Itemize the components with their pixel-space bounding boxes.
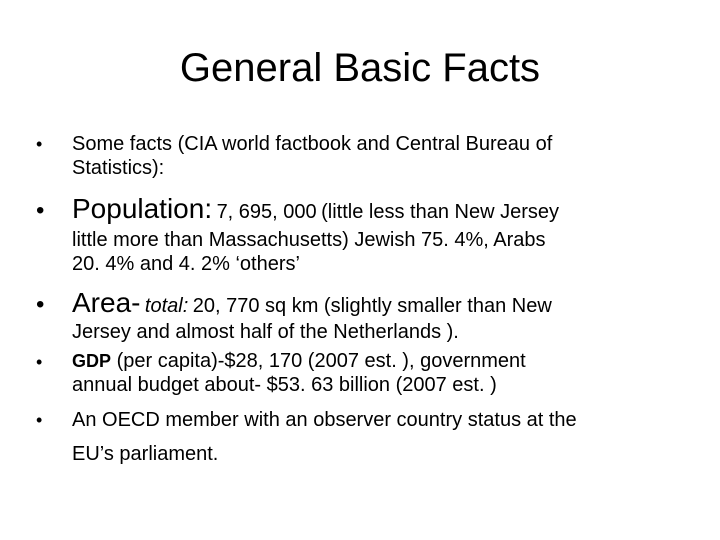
population-label: Population: bbox=[72, 193, 213, 224]
bullet-5-line-2: EU’s parliament. bbox=[72, 443, 219, 465]
gdp-value: (per capita)-$28, 170 (2007 est. ), government bbox=[116, 350, 526, 372]
bullet-4-line-1 bbox=[72, 349, 526, 373]
slide-title: General Basic Facts bbox=[179, 46, 541, 90]
bullet-1-line-2: Statistics): bbox=[72, 157, 165, 179]
area-label: Area- bbox=[72, 287, 141, 318]
bullet-5-marker: • bbox=[36, 410, 43, 430]
bullet-2-line-1 bbox=[72, 192, 559, 231]
bullet-4-line-2: annual budget about- $53. 63 billion (2007 est. ) bbox=[72, 374, 497, 396]
gdp-label: GDP bbox=[72, 351, 112, 371]
bullet-4-marker: • bbox=[36, 352, 43, 372]
bullet-3-marker: • bbox=[36, 291, 45, 318]
bullet-1-line-1: Some facts (CIA world factbook and Central Bureau of bbox=[72, 133, 553, 155]
population-comparison: (little less than New Jersey bbox=[321, 201, 559, 223]
bullet-1-marker: • bbox=[36, 134, 43, 154]
bullet-2-line-2: little more than Massachusetts) Jewish 75. 4%, Arabs bbox=[72, 229, 546, 251]
area-sublabel: total: bbox=[144, 295, 189, 317]
bullet-2-line-3: 20. 4% and 4. 2% ‘others’ bbox=[72, 253, 300, 275]
area-value: 20, 770 sq km (slightly smaller than New bbox=[192, 295, 552, 317]
bullet-5-line-1: An OECD member with an observer country status at the bbox=[72, 409, 577, 431]
population-value: 7, 695, 000 bbox=[216, 201, 317, 223]
bullet-2-marker: • bbox=[36, 197, 45, 224]
bullet-3-line-2: Jersey and almost half of the Netherlands ). bbox=[72, 321, 459, 343]
